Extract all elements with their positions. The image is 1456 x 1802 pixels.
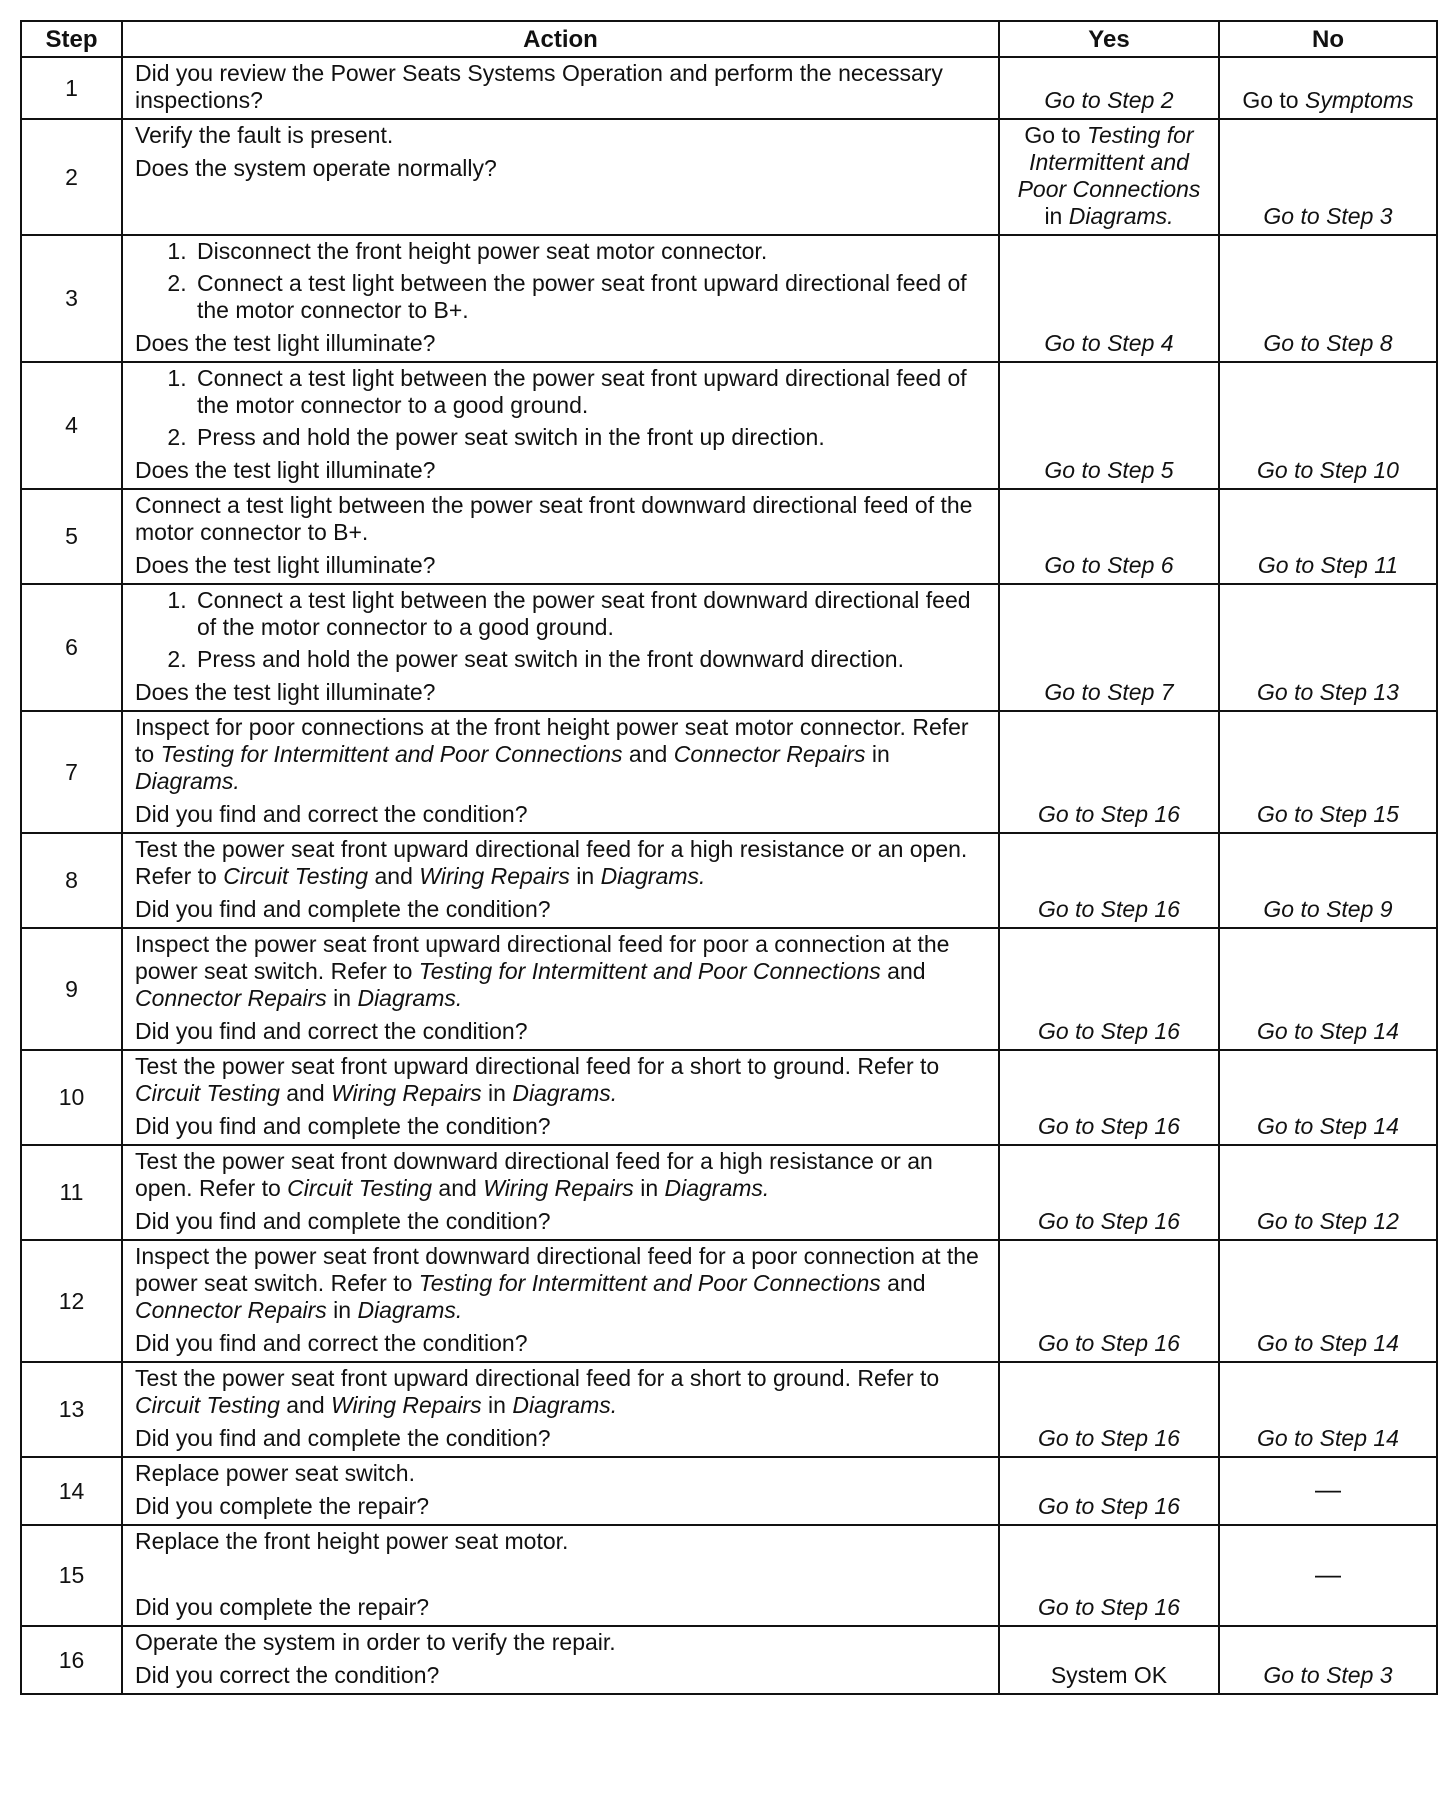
text-segment: in bbox=[569, 863, 601, 889]
italic-ref: Go to Step 14 bbox=[1257, 1113, 1399, 1139]
text-segment: Go to bbox=[1024, 122, 1088, 148]
header-row bbox=[21, 21, 1437, 57]
text-segment: and bbox=[279, 1392, 332, 1418]
action-step-item bbox=[193, 424, 988, 451]
italic-ref: Testing for Intermittent and Poor Connections bbox=[418, 958, 881, 984]
italic-ref: Go to Step 16 bbox=[1038, 1594, 1180, 1620]
text-segment: Connect a test light between the power seat front downward directional feed of the motor connector to a good ground. bbox=[197, 587, 971, 640]
text-segment: Did you find and correct the condition? bbox=[135, 1018, 528, 1044]
action-cell bbox=[122, 1457, 999, 1525]
text-segment: Test the power seat front upward directional feed for a short to ground. Refer to bbox=[135, 1053, 940, 1079]
step-number: 2 bbox=[21, 119, 122, 235]
text-segment: Does the system operate normally? bbox=[135, 155, 497, 181]
no-result bbox=[1219, 1362, 1437, 1457]
dash-mark: — bbox=[1315, 1474, 1341, 1504]
action-cell bbox=[122, 1050, 999, 1145]
text-segment: Inspect the power seat front upward directional feed for poor a connection at the power seat switch. Refer to bbox=[135, 931, 950, 984]
action-paragraph bbox=[135, 1460, 988, 1487]
italic-ref: Diagrams. bbox=[135, 768, 240, 794]
action-paragraph bbox=[135, 122, 988, 149]
text-segment: Replace the front height power seat motor. bbox=[135, 1528, 569, 1554]
action-paragraph bbox=[135, 457, 988, 484]
text-segment: Does the test light illuminate? bbox=[135, 330, 436, 356]
action-paragraph bbox=[135, 1629, 988, 1656]
action-steps-list bbox=[135, 587, 988, 673]
action-step-item bbox=[193, 365, 988, 419]
step-number: 1 bbox=[21, 57, 122, 119]
table-body bbox=[21, 57, 1437, 1694]
diagnostic-table-container bbox=[20, 20, 1436, 1695]
action-paragraph bbox=[135, 1528, 988, 1555]
no-result bbox=[1219, 1240, 1437, 1362]
text-segment: System OK bbox=[1050, 1662, 1168, 1688]
table-row bbox=[21, 1362, 1437, 1457]
table-row bbox=[21, 57, 1437, 119]
table-row bbox=[21, 833, 1437, 928]
step-number: 5 bbox=[21, 489, 122, 584]
yes-result bbox=[999, 1457, 1219, 1525]
text-segment: Did you find and correct the condition? bbox=[135, 1330, 528, 1356]
table-row bbox=[21, 489, 1437, 584]
italic-ref: Go to Step 15 bbox=[1257, 801, 1399, 827]
italic-ref: Testing for Intermittent and Poor Connections bbox=[1017, 122, 1201, 202]
text-segment: in bbox=[326, 1297, 358, 1323]
italic-ref: Connector Repairs bbox=[135, 985, 327, 1011]
table-row bbox=[21, 1525, 1437, 1626]
action-cell bbox=[122, 1626, 999, 1694]
italic-ref: Diagrams. bbox=[600, 863, 706, 889]
action-paragraph bbox=[135, 1365, 988, 1419]
step-number: 3 bbox=[21, 235, 122, 362]
action-paragraph bbox=[135, 679, 988, 706]
step-number: 14 bbox=[21, 1457, 122, 1525]
italic-ref: Diagrams. bbox=[512, 1080, 618, 1106]
text-segment: Did you find and correct the condition? bbox=[135, 801, 528, 827]
text-segment: in bbox=[865, 741, 890, 767]
no-result bbox=[1219, 711, 1437, 833]
table-row bbox=[21, 1626, 1437, 1694]
yes-result bbox=[999, 119, 1219, 235]
text-segment: Did you find and complete the condition? bbox=[135, 1425, 551, 1451]
step-number: 7 bbox=[21, 711, 122, 833]
yes-result bbox=[999, 833, 1219, 928]
action-cell bbox=[122, 235, 999, 362]
text-segment: Verify the fault is present. bbox=[135, 122, 394, 148]
header-no: No bbox=[1219, 21, 1437, 57]
action-paragraph bbox=[135, 155, 988, 182]
step-number: 12 bbox=[21, 1240, 122, 1362]
action-paragraph bbox=[135, 931, 988, 1012]
italic-ref: Wiring Repairs bbox=[419, 863, 570, 889]
yes-result bbox=[999, 235, 1219, 362]
text-segment: Does the test light illuminate? bbox=[135, 679, 436, 705]
yes-result bbox=[999, 928, 1219, 1050]
no-result bbox=[1219, 928, 1437, 1050]
no-result bbox=[1219, 489, 1437, 584]
action-cell bbox=[122, 57, 999, 119]
yes-result bbox=[999, 1626, 1219, 1694]
italic-ref: Go to Step 16 bbox=[1038, 1493, 1180, 1519]
table-row bbox=[21, 1240, 1437, 1362]
italic-ref: Go to Step 16 bbox=[1038, 801, 1180, 827]
action-paragraph bbox=[135, 60, 988, 114]
italic-ref: Diagrams. bbox=[664, 1175, 770, 1201]
text-segment: Go to bbox=[1242, 87, 1305, 113]
text-segment: Does the test light illuminate? bbox=[135, 552, 436, 578]
dash-mark: — bbox=[1315, 1558, 1341, 1589]
italic-ref: Symptoms bbox=[1305, 87, 1414, 113]
italic-ref: Connector Repairs bbox=[135, 1297, 327, 1323]
text-segment: and bbox=[279, 1080, 332, 1106]
action-step-item bbox=[193, 238, 988, 265]
text-segment: in bbox=[326, 985, 358, 1011]
no-result bbox=[1219, 1050, 1437, 1145]
italic-ref: Circuit Testing bbox=[135, 1392, 280, 1418]
header-yes: Yes bbox=[999, 21, 1219, 57]
step-number: 4 bbox=[21, 362, 122, 489]
step-number: 8 bbox=[21, 833, 122, 928]
text-segment: Test the power seat front upward directional feed for a short to ground. Refer to bbox=[135, 1365, 940, 1391]
action-paragraph bbox=[135, 1018, 988, 1045]
text-segment: Operate the system in order to verify the repair. bbox=[135, 1629, 616, 1655]
text-segment: Inspect the power seat front downward directional feed for a poor connection at the power seat switch. Refer to bbox=[135, 1243, 979, 1296]
italic-ref: Testing for Intermittent and Poor Connections bbox=[418, 1270, 881, 1296]
italic-ref: Diagrams. bbox=[1068, 203, 1174, 229]
action-cell bbox=[122, 1240, 999, 1362]
italic-ref: Go to Step 16 bbox=[1038, 1425, 1180, 1451]
yes-result bbox=[999, 711, 1219, 833]
text-segment: in bbox=[481, 1392, 513, 1418]
yes-result bbox=[999, 1050, 1219, 1145]
italic-ref: Go to Step 6 bbox=[1044, 552, 1174, 578]
action-cell bbox=[122, 489, 999, 584]
yes-result bbox=[999, 1240, 1219, 1362]
text-segment: Connect a test light between the power seat front upward directional feed of the motor connector to a good ground. bbox=[197, 365, 967, 418]
action-cell bbox=[122, 1362, 999, 1457]
action-paragraph bbox=[135, 492, 988, 546]
italic-ref: Go to Step 4 bbox=[1044, 330, 1174, 356]
text-segment: Replace power seat switch. bbox=[135, 1460, 415, 1486]
text-segment: Test the power seat front downward directional feed for a high resistance or an open. Refer to bbox=[135, 1148, 933, 1201]
italic-ref: Diagrams. bbox=[512, 1392, 618, 1418]
italic-ref: Go to Step 16 bbox=[1038, 1018, 1180, 1044]
italic-ref: Diagrams. bbox=[357, 1297, 463, 1323]
header-action: Action bbox=[122, 21, 999, 57]
italic-ref: Go to Step 10 bbox=[1257, 457, 1399, 483]
text-segment: and bbox=[622, 741, 674, 767]
italic-ref: Circuit Testing bbox=[287, 1175, 433, 1201]
text-segment: Press and hold the power seat switch in the front downward direction. bbox=[197, 646, 904, 672]
no-result bbox=[1219, 1145, 1437, 1240]
italic-ref: Go to Step 13 bbox=[1257, 679, 1399, 705]
text-segment: Did you correct the condition? bbox=[135, 1662, 440, 1688]
text-segment: Did you complete the repair? bbox=[135, 1594, 430, 1620]
text-segment: Did you find and complete the condition? bbox=[135, 1113, 551, 1139]
italic-ref: Go to Step 3 bbox=[1263, 203, 1393, 229]
action-paragraph bbox=[135, 1243, 988, 1324]
action-paragraph bbox=[135, 1594, 988, 1621]
action-steps-list bbox=[135, 365, 988, 451]
italic-ref: Go to Step 12 bbox=[1257, 1208, 1399, 1234]
text-segment: Did you find and complete the condition? bbox=[135, 1208, 551, 1234]
action-step-item bbox=[193, 646, 988, 673]
text-segment: Did you review the Power Seats Systems Operation and perform the necessary inspections? bbox=[135, 60, 943, 113]
table-row bbox=[21, 1145, 1437, 1240]
italic-ref: Testing for Intermittent and Poor Connections bbox=[160, 741, 623, 767]
text-segment: and bbox=[368, 863, 420, 889]
text-segment: Test the power seat front upward directional feed for a high resistance or an open. Refer to bbox=[135, 836, 968, 889]
italic-ref: Wiring Repairs bbox=[331, 1080, 482, 1106]
text-segment: in bbox=[633, 1175, 665, 1201]
table-row bbox=[21, 235, 1437, 362]
italic-ref: Wiring Repairs bbox=[331, 1392, 482, 1418]
yes-result bbox=[999, 362, 1219, 489]
italic-ref: Go to Step 16 bbox=[1038, 1208, 1180, 1234]
text-segment: Does the test light illuminate? bbox=[135, 457, 436, 483]
table-row bbox=[21, 584, 1437, 711]
italic-ref: Wiring Repairs bbox=[483, 1175, 634, 1201]
no-result bbox=[1219, 584, 1437, 711]
action-paragraph bbox=[135, 1053, 988, 1107]
italic-ref: Go to Step 11 bbox=[1257, 552, 1399, 578]
step-number: 13 bbox=[21, 1362, 122, 1457]
yes-result bbox=[999, 584, 1219, 711]
text-segment: Connect a test light between the power seat front downward directional feed of the motor connector to B+. bbox=[135, 492, 973, 545]
action-cell bbox=[122, 928, 999, 1050]
action-paragraph bbox=[135, 552, 988, 579]
step-number: 6 bbox=[21, 584, 122, 711]
action-cell bbox=[122, 362, 999, 489]
diagnostic-table bbox=[20, 20, 1438, 1695]
text-segment: Did you find and complete the condition? bbox=[135, 896, 551, 922]
text-segment: Did you complete the repair? bbox=[135, 1493, 430, 1519]
action-paragraph bbox=[135, 714, 988, 795]
action-paragraph bbox=[135, 896, 988, 923]
action-paragraph bbox=[135, 801, 988, 828]
yes-result bbox=[999, 1525, 1219, 1626]
italic-ref: Go to Step 3 bbox=[1263, 1662, 1393, 1688]
italic-ref: Circuit Testing bbox=[135, 1080, 280, 1106]
table-row bbox=[21, 362, 1437, 489]
action-paragraph bbox=[135, 1493, 988, 1520]
italic-ref: Go to Step 8 bbox=[1263, 330, 1393, 356]
no-result bbox=[1219, 1626, 1437, 1694]
italic-ref: Go to Step 14 bbox=[1257, 1018, 1399, 1044]
action-paragraph bbox=[135, 1425, 988, 1452]
action-paragraph bbox=[135, 1208, 988, 1235]
step-number: 15 bbox=[21, 1525, 122, 1626]
no-result bbox=[1219, 362, 1437, 489]
italic-ref: Go to Step 5 bbox=[1044, 457, 1174, 483]
table-row bbox=[21, 119, 1437, 235]
step-number: 16 bbox=[21, 1626, 122, 1694]
action-cell bbox=[122, 833, 999, 928]
no-result bbox=[1219, 1457, 1437, 1525]
action-paragraph bbox=[135, 836, 988, 890]
action-cell bbox=[122, 1145, 999, 1240]
action-cell bbox=[122, 711, 999, 833]
action-step-item bbox=[193, 270, 988, 324]
action-paragraph bbox=[135, 1113, 988, 1140]
italic-ref: Go to Step 7 bbox=[1044, 679, 1174, 705]
italic-ref: Go to Step 16 bbox=[1038, 1330, 1180, 1356]
italic-ref: Diagrams. bbox=[357, 985, 463, 1011]
italic-ref: Go to Step 16 bbox=[1038, 896, 1180, 922]
text-segment: Press and hold the power seat switch in the front up direction. bbox=[197, 424, 825, 450]
text-segment: and bbox=[880, 1270, 926, 1296]
table-row bbox=[21, 711, 1437, 833]
italic-ref: Go to Step 16 bbox=[1038, 1113, 1180, 1139]
yes-result bbox=[999, 489, 1219, 584]
text-segment: Disconnect the front height power seat motor connector. bbox=[197, 238, 768, 264]
step-number: 9 bbox=[21, 928, 122, 1050]
table-row bbox=[21, 1050, 1437, 1145]
yes-result bbox=[999, 1362, 1219, 1457]
action-paragraph bbox=[135, 330, 988, 357]
action-step-item bbox=[193, 587, 988, 641]
italic-ref: Circuit Testing bbox=[223, 863, 369, 889]
no-result bbox=[1219, 235, 1437, 362]
action-cell bbox=[122, 119, 999, 235]
action-cell bbox=[122, 584, 999, 711]
action-cell bbox=[122, 1525, 999, 1626]
no-result bbox=[1219, 1525, 1437, 1626]
step-number: 10 bbox=[21, 1050, 122, 1145]
text-segment: in bbox=[1044, 203, 1069, 229]
step-number: 11 bbox=[21, 1145, 122, 1240]
italic-ref: Connector Repairs bbox=[673, 741, 866, 767]
italic-ref: Go to Step 14 bbox=[1257, 1330, 1399, 1356]
italic-ref: Go to Step 9 bbox=[1263, 896, 1393, 922]
italic-ref: Go to Step 14 bbox=[1257, 1425, 1399, 1451]
table-row bbox=[21, 1457, 1437, 1525]
text-segment: Inspect for poor connections at the front height power seat motor connector. Refer to bbox=[135, 714, 969, 767]
no-result bbox=[1219, 57, 1437, 119]
action-paragraph bbox=[135, 1561, 988, 1588]
no-result bbox=[1219, 833, 1437, 928]
table-row bbox=[21, 928, 1437, 1050]
header-step: Step bbox=[21, 21, 122, 57]
no-result bbox=[1219, 119, 1437, 235]
yes-result bbox=[999, 1145, 1219, 1240]
text-segment: and bbox=[432, 1175, 484, 1201]
text-segment: and bbox=[880, 958, 926, 984]
action-paragraph bbox=[135, 1330, 988, 1357]
action-paragraph bbox=[135, 1662, 988, 1689]
action-steps-list bbox=[135, 238, 988, 324]
text-segment: in bbox=[481, 1080, 513, 1106]
italic-ref: Go to Step 2 bbox=[1044, 87, 1174, 113]
yes-result bbox=[999, 57, 1219, 119]
action-paragraph bbox=[135, 1148, 988, 1202]
text-segment: Connect a test light between the power seat front upward directional feed of the motor connector to B+. bbox=[197, 270, 967, 323]
